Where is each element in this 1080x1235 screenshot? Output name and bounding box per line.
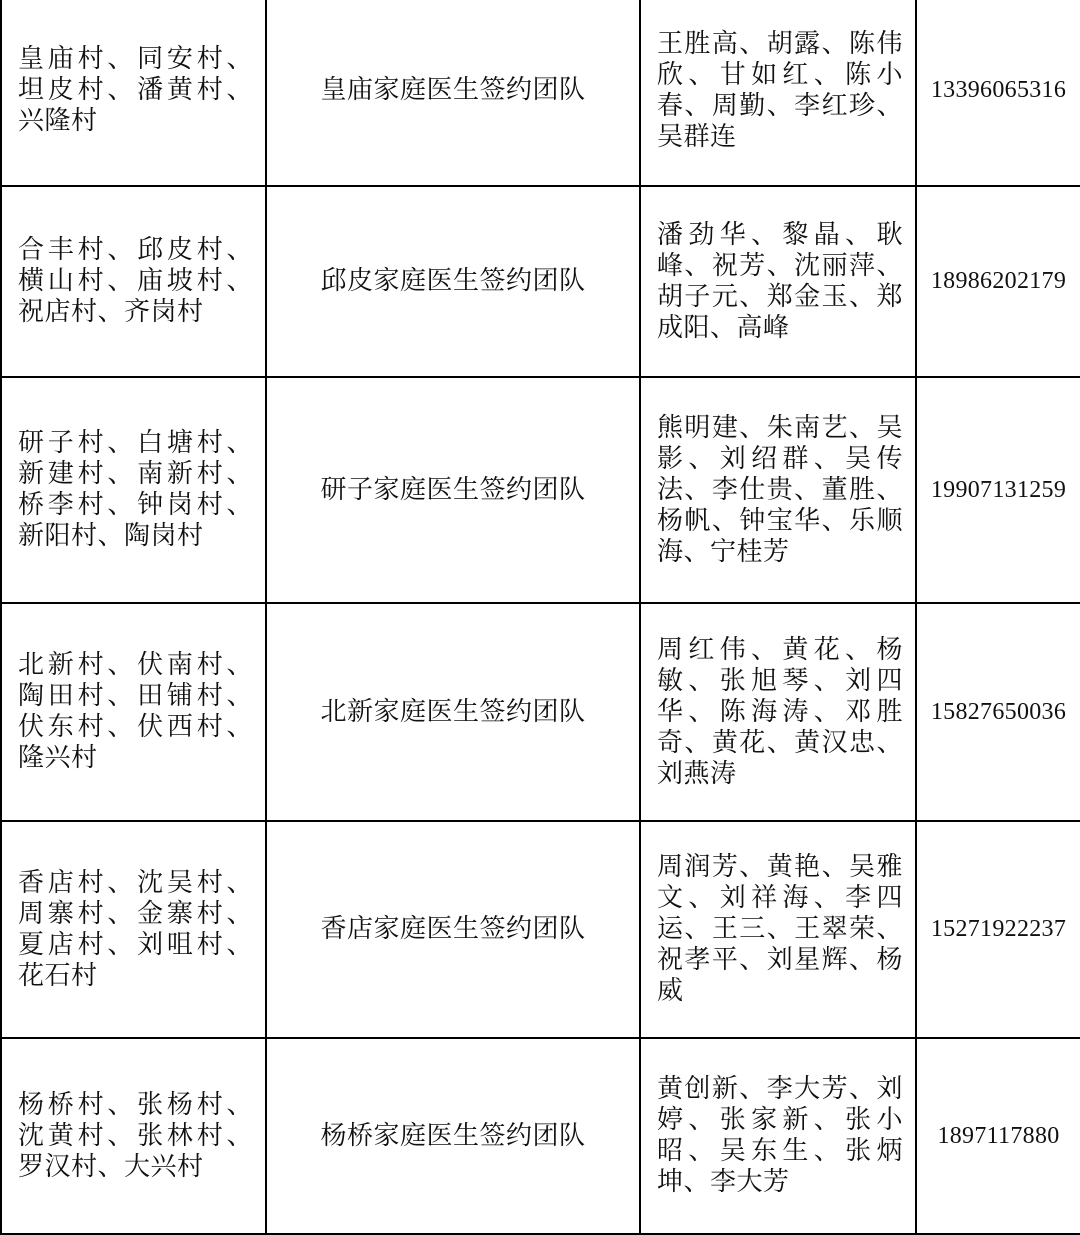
members-cell: 周红伟、黄花、杨敏、张旭琴、刘四华、陈海涛、邓胜奇、黄花、黄汉忠、刘燕涛 xyxy=(640,603,916,821)
members-cell: 王胜高、胡露、陈伟欣、甘如红、陈小春、周勤、李红珍、吴群连 xyxy=(640,0,916,186)
villages-cell: 研子村、白塘村、新建村、南新村、桥李村、钟岗村、新阳村、陶岗村 xyxy=(1,377,266,603)
villages-cell: 皇庙村、同安村、坦皮村、潘黄村、兴隆村 xyxy=(1,0,266,186)
table-row xyxy=(1,821,1080,1038)
team-name-cell: 邱皮家庭医生签约团队 xyxy=(266,186,640,377)
members-cell: 潘劲华、黎晶、耿峰、祝芳、沈丽萍、胡子元、郑金玉、郑成阳、高峰 xyxy=(640,186,916,377)
phone-cell: 13396065316 xyxy=(916,0,1080,186)
team-name-cell: 杨桥家庭医生签约团队 xyxy=(266,1038,640,1234)
villages-cell: 北新村、伏南村、陶田村、田铺村、伏东村、伏西村、隆兴村 xyxy=(1,603,266,821)
table-row xyxy=(1,603,1080,821)
team-name-cell: 皇庙家庭医生签约团队 xyxy=(266,0,640,186)
table-row xyxy=(1,377,1080,603)
table-row xyxy=(1,186,1080,377)
table-row xyxy=(1,1038,1080,1234)
members-cell: 熊明建、朱南艺、吴影、刘绍群、吴传法、李仕贵、董胜、杨帆、钟宝华、乐顺海、宁桂芳 xyxy=(640,377,916,603)
phone-cell: 18986202179 xyxy=(916,186,1080,377)
table-row xyxy=(1,0,1080,186)
villages-cell: 香店村、沈吴村、周寨村、金寨村、夏店村、刘咀村、花石村 xyxy=(1,821,266,1038)
members-cell: 黄创新、李大芳、刘婷、张家新、张小昭、吴东生、张炳坤、李大芳 xyxy=(640,1038,916,1234)
phone-cell: 19907131259 xyxy=(916,377,1080,603)
villages-cell: 杨桥村、张杨村、沈黄村、张林村、罗汉村、大兴村 xyxy=(1,1038,266,1234)
phone-cell: 1897117880 xyxy=(916,1038,1080,1234)
members-cell: 周润芳、黄艳、吴雅文、刘祥海、李四运、王三、王翠荣、祝孝平、刘星辉、杨威 xyxy=(640,821,916,1038)
team-name-cell: 北新家庭医生签约团队 xyxy=(266,603,640,821)
phone-cell: 15827650036 xyxy=(916,603,1080,821)
phone-cell: 15271922237 xyxy=(916,821,1080,1038)
team-name-cell: 研子家庭医生签约团队 xyxy=(266,377,640,603)
team-name-cell: 香店家庭医生签约团队 xyxy=(266,821,640,1038)
villages-cell: 合丰村、邱皮村、横山村、庙坡村、祝店村、齐岗村 xyxy=(1,186,266,377)
